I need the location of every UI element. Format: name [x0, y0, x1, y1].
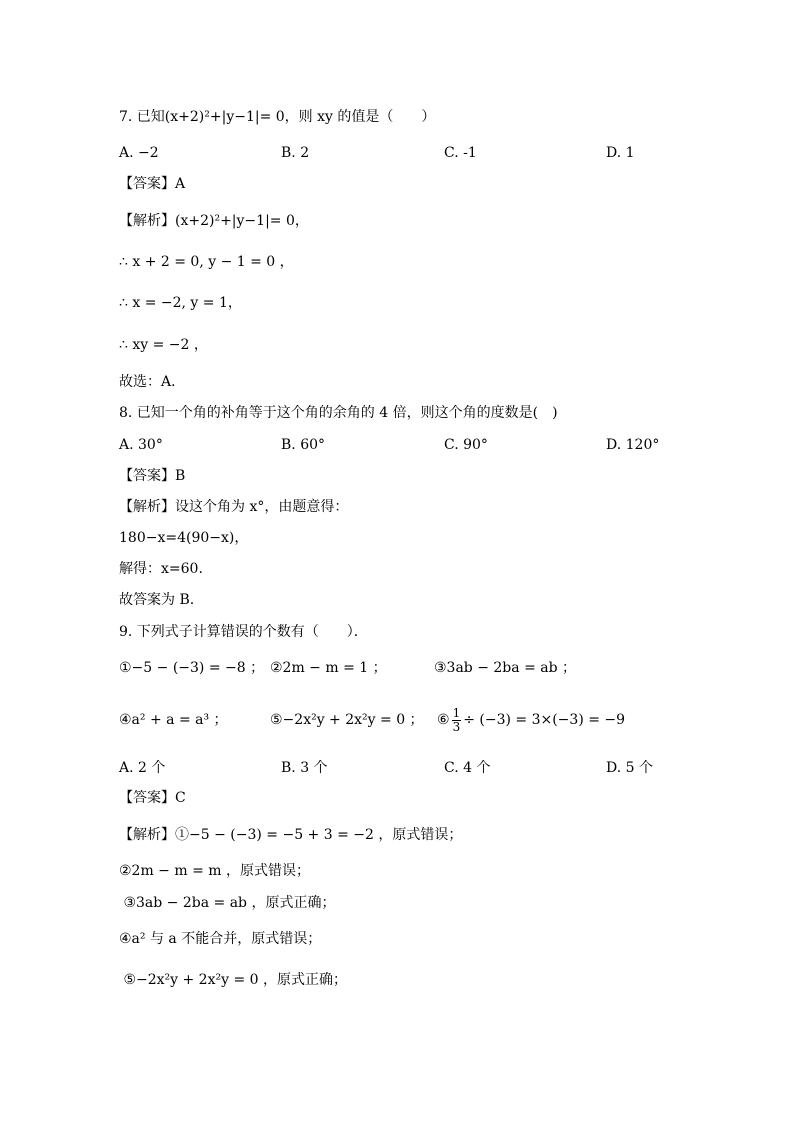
fraction-denominator: 3 [452, 719, 461, 734]
q7-analysis-5: 故选：A． [119, 374, 186, 390]
q9-stem: 9. 下列式子计算错误的个数有（ ）． [119, 624, 368, 640]
q9-analysis-5: ⑤−2x²y + 2x²y = 0 ，原式正确； [119, 972, 347, 988]
q9-item-4: ④a² + a = a³ ； [119, 712, 228, 728]
q8-analysis-1: 【解析】设这个角为 x°，由题意得： [119, 499, 349, 515]
q7-analysis-4: ∴ xy = −2 ， [119, 337, 208, 353]
q9-item-6-fraction [452, 707, 462, 734]
q8-option-b: B. 60° [281, 437, 326, 453]
q8-option-c: C. 90° [444, 437, 488, 453]
q7-option-a: A. −2 [119, 145, 159, 161]
q9-analysis-1: 【解析】①−5 − (−3) = −5 + 3 = −2 ，原式错误； [119, 827, 463, 843]
q8-option-d: D. 120° [606, 437, 660, 453]
fraction-numerator: 1 [452, 705, 461, 720]
q8-analysis-2: 180−x=4(90−x)， [119, 530, 249, 546]
q9-item-2: ②2m − m = 1 ； [270, 660, 387, 676]
q9-answer: 【答案】C [119, 790, 186, 806]
q7-option-d: D. 1 [606, 145, 635, 161]
q9-analysis-2: ②2m − m = m ，原式错误； [119, 863, 310, 879]
q8-analysis-4: 故答案为 B. [119, 592, 195, 608]
q9-analysis-3: ③3ab − 2ba = ab ，原式正确； [119, 895, 336, 911]
q9-option-c: C. 4 个 [444, 760, 491, 776]
q9-option-a: A. 2 个 [119, 760, 166, 776]
q7-answer: 【答案】A [119, 176, 186, 192]
q7-stem: 7. 已知(x+2)²+|y−1|= 0，则 xy 的值是（ ） [119, 109, 436, 125]
q9-item-1: ①−5 − (−3) = −8 ； [119, 660, 265, 676]
q7-option-c: C. -1 [444, 145, 477, 161]
q9-item-6-rest: ÷ (−3) = 3×(−3) = −9 [463, 712, 626, 728]
q9-option-d: D. 5 个 [606, 760, 653, 776]
q8-option-a: A. 30° [119, 437, 163, 453]
q9-item-6-prefix: ⑥ [437, 712, 450, 728]
q7-analysis-2: ∴ x + 2 = 0, y − 1 = 0 ， [119, 254, 294, 270]
q7-analysis-1: 【解析】(x+2)²+|y−1|= 0， [119, 213, 309, 229]
q8-answer: 【答案】B [119, 468, 186, 484]
q9-option-b: B. 3 个 [281, 760, 328, 776]
q8-stem: 8. 已知一个角的补角等于这个角的余角的 4 倍，则这个角的度数是( ) [119, 405, 558, 421]
q7-analysis-3: ∴ x = −2, y = 1， [119, 295, 242, 311]
q8-analysis-3: 解得：x=60. [119, 561, 203, 577]
q9-analysis-4: ④a² 与 a 不能合并，原式错误； [119, 931, 322, 947]
q9-item-3: ③3ab − 2ba = ab ； [434, 660, 577, 676]
q9-item-6 [437, 700, 625, 740]
q7-option-b: B. 2 [281, 145, 310, 161]
q9-item-5: ⑤−2x²y + 2x²y = 0 ； [270, 712, 424, 728]
